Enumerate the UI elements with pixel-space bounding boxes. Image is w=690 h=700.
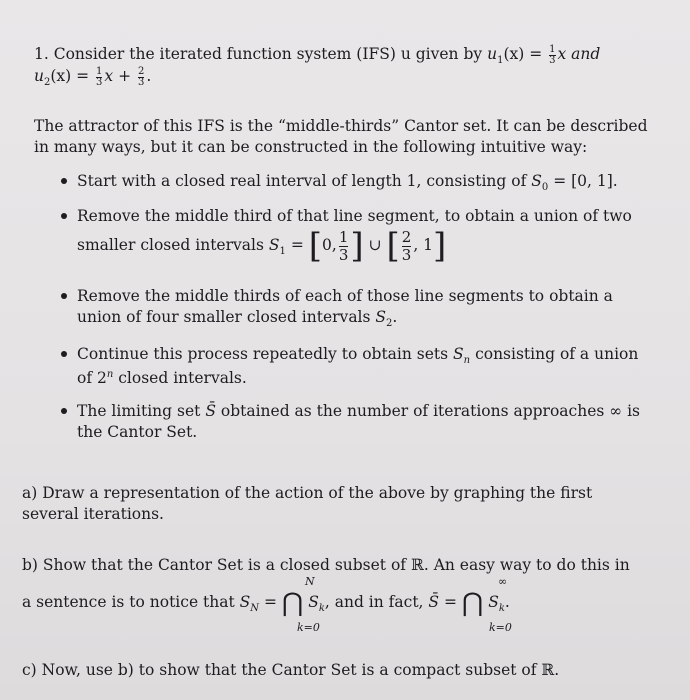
u1-symbol: u [487,45,498,63]
bullet-3-line2 [77,307,397,334]
part-b-text: a sentence is to notice that [22,593,235,611]
bullet-dot-3 [61,293,67,299]
interval-1-open-bracket: [ [308,226,323,266]
problem-intro-line2 [34,66,151,93]
sbar-symbol: S̄ [205,402,216,420]
bullet-4-of-two: of 2 [77,369,107,388]
union-symbol: ∪ [368,236,382,254]
part-a-line2: several iterations. [22,505,164,523]
bullet-dot-5 [61,408,67,414]
sk2-sub: k [498,603,505,615]
and-in-fact: , and in fact, [324,593,424,611]
bullet-5-text-a: The limiting set [77,402,201,420]
sk2-symbol: S [488,593,499,611]
interval-1-zero: 0, [322,236,337,254]
bullet-3-line1: Remove the middle thirds of each of those line segments to obtain a [77,287,613,305]
s1-equals: = [290,236,304,254]
part-b-end: . [504,593,510,611]
u2-arg: (x) = [50,67,90,85]
bullet-2-text: smaller closed intervals [77,236,264,254]
power-n: n [106,369,114,380]
s0-sub: 0 [541,182,549,194]
equals-1: = [263,593,277,611]
interval-1-close-bracket: ] [350,226,364,266]
s2-symbol: S [375,308,387,326]
interval-2-close-bracket: ] [433,226,447,266]
interval-2-open-bracket: [ [386,226,400,266]
bullet-2-line1: Remove the middle third of that line segment, to obtain a union of two [77,207,632,225]
u2-frac2-num: 2 [138,65,145,77]
interval-2-fraction [402,229,412,264]
u1-sub: 1 [497,55,504,67]
bullet-3-text: union of four smaller closed intervals [77,308,371,326]
u2-tail: . [146,67,152,85]
bullet-5-line2: the Cantor Set. [77,423,198,441]
equals-2: = [443,593,457,611]
u2-frac2-den: 3 [138,76,145,88]
bullet-1-tail: = [0, 1]. [553,172,618,190]
cap1-lower-limit: k=0 [297,621,320,634]
interval-1-den: 3 [338,245,349,264]
u1-frac-den: 3 [549,54,556,66]
sN-sub: N [250,603,260,615]
interval-1-num: 1 [338,227,349,246]
bullet-3-tail: . [392,308,398,326]
interval-2-den: 3 [401,245,412,264]
interval-1-fraction [339,229,349,264]
bullet-4-text-a: Continue this process repeatedly to obtain sets [77,345,449,363]
bullet-2-line2 [77,228,446,269]
sbar-symbol-b: S̄ [428,593,440,611]
sn-symbol: S [453,345,464,363]
u2-frac1-num: 1 [96,65,103,77]
cap2-lower-limit: k=0 [489,621,512,634]
intersection-2-symbol: ⋂ [461,588,484,618]
s2-sub: 2 [386,318,393,330]
bullet-4-closed-intervals: closed intervals. [118,369,247,388]
bullet-dot-2 [61,213,67,219]
s0-symbol: S [531,172,542,190]
s1-symbol: S [268,236,280,254]
bullet-dot-4 [61,351,67,357]
part-a-line1: a) Draw a representation of the action of the above by graphing the first [22,484,593,502]
intro-text: 1. Consider the iterated function system (IFS) u given by [34,45,483,63]
bullet-1-text: Start with a closed real interval of length 1, consisting of [77,172,527,190]
intersection-1-symbol: ⋂ [281,588,304,618]
bullet-5-text-b: obtained as the number of iterations approaches ∞ is [220,402,641,420]
attractor-line2: in many ways, but it can be constructed in the following intuitive way: [34,138,588,156]
u1-tail: x and [557,45,601,63]
u2-fraction-2 [138,67,144,88]
interval-2-num: 2 [401,227,412,246]
u1-frac-num: 1 [549,43,556,55]
u2-symbol: u [34,67,44,85]
interval-2-one: , 1 [413,236,434,254]
u1-arg: (x) = [503,45,543,63]
bullet-5-line1 [77,401,640,421]
s1-sub: 1 [279,246,286,258]
attractor-line1: The attractor of this IFS is the “middle-thirds” Cantor set. It can be described [34,117,648,135]
u2-frac1-den: 3 [96,76,103,88]
bullet-dot-1 [61,178,67,184]
bullet-4-line2 [77,365,247,388]
bullet-4-text-b: consisting of a union [475,345,639,363]
u2-sub: 2 [43,77,51,89]
u2-mid: x + [104,67,132,85]
sk1-symbol: S [308,593,319,611]
part-b-line2 [22,588,510,619]
sk1-sub: k [318,603,325,615]
cap1-upper-limit: N [305,575,315,588]
sN-symbol: S [239,593,251,611]
u2-fraction-1 [96,67,102,88]
part-b-line1: b) Show that the Cantor Set is a closed subset of ℝ. An easy way to do this in [22,556,630,574]
cap2-upper-limit: ∞ [498,575,508,588]
sn-sub: n [463,355,471,367]
part-c-line1: c) Now, use b) to show that the Cantor Set is a compact subset of ℝ. [22,661,560,679]
u1-fraction [549,45,555,66]
bullet-1 [77,171,618,198]
